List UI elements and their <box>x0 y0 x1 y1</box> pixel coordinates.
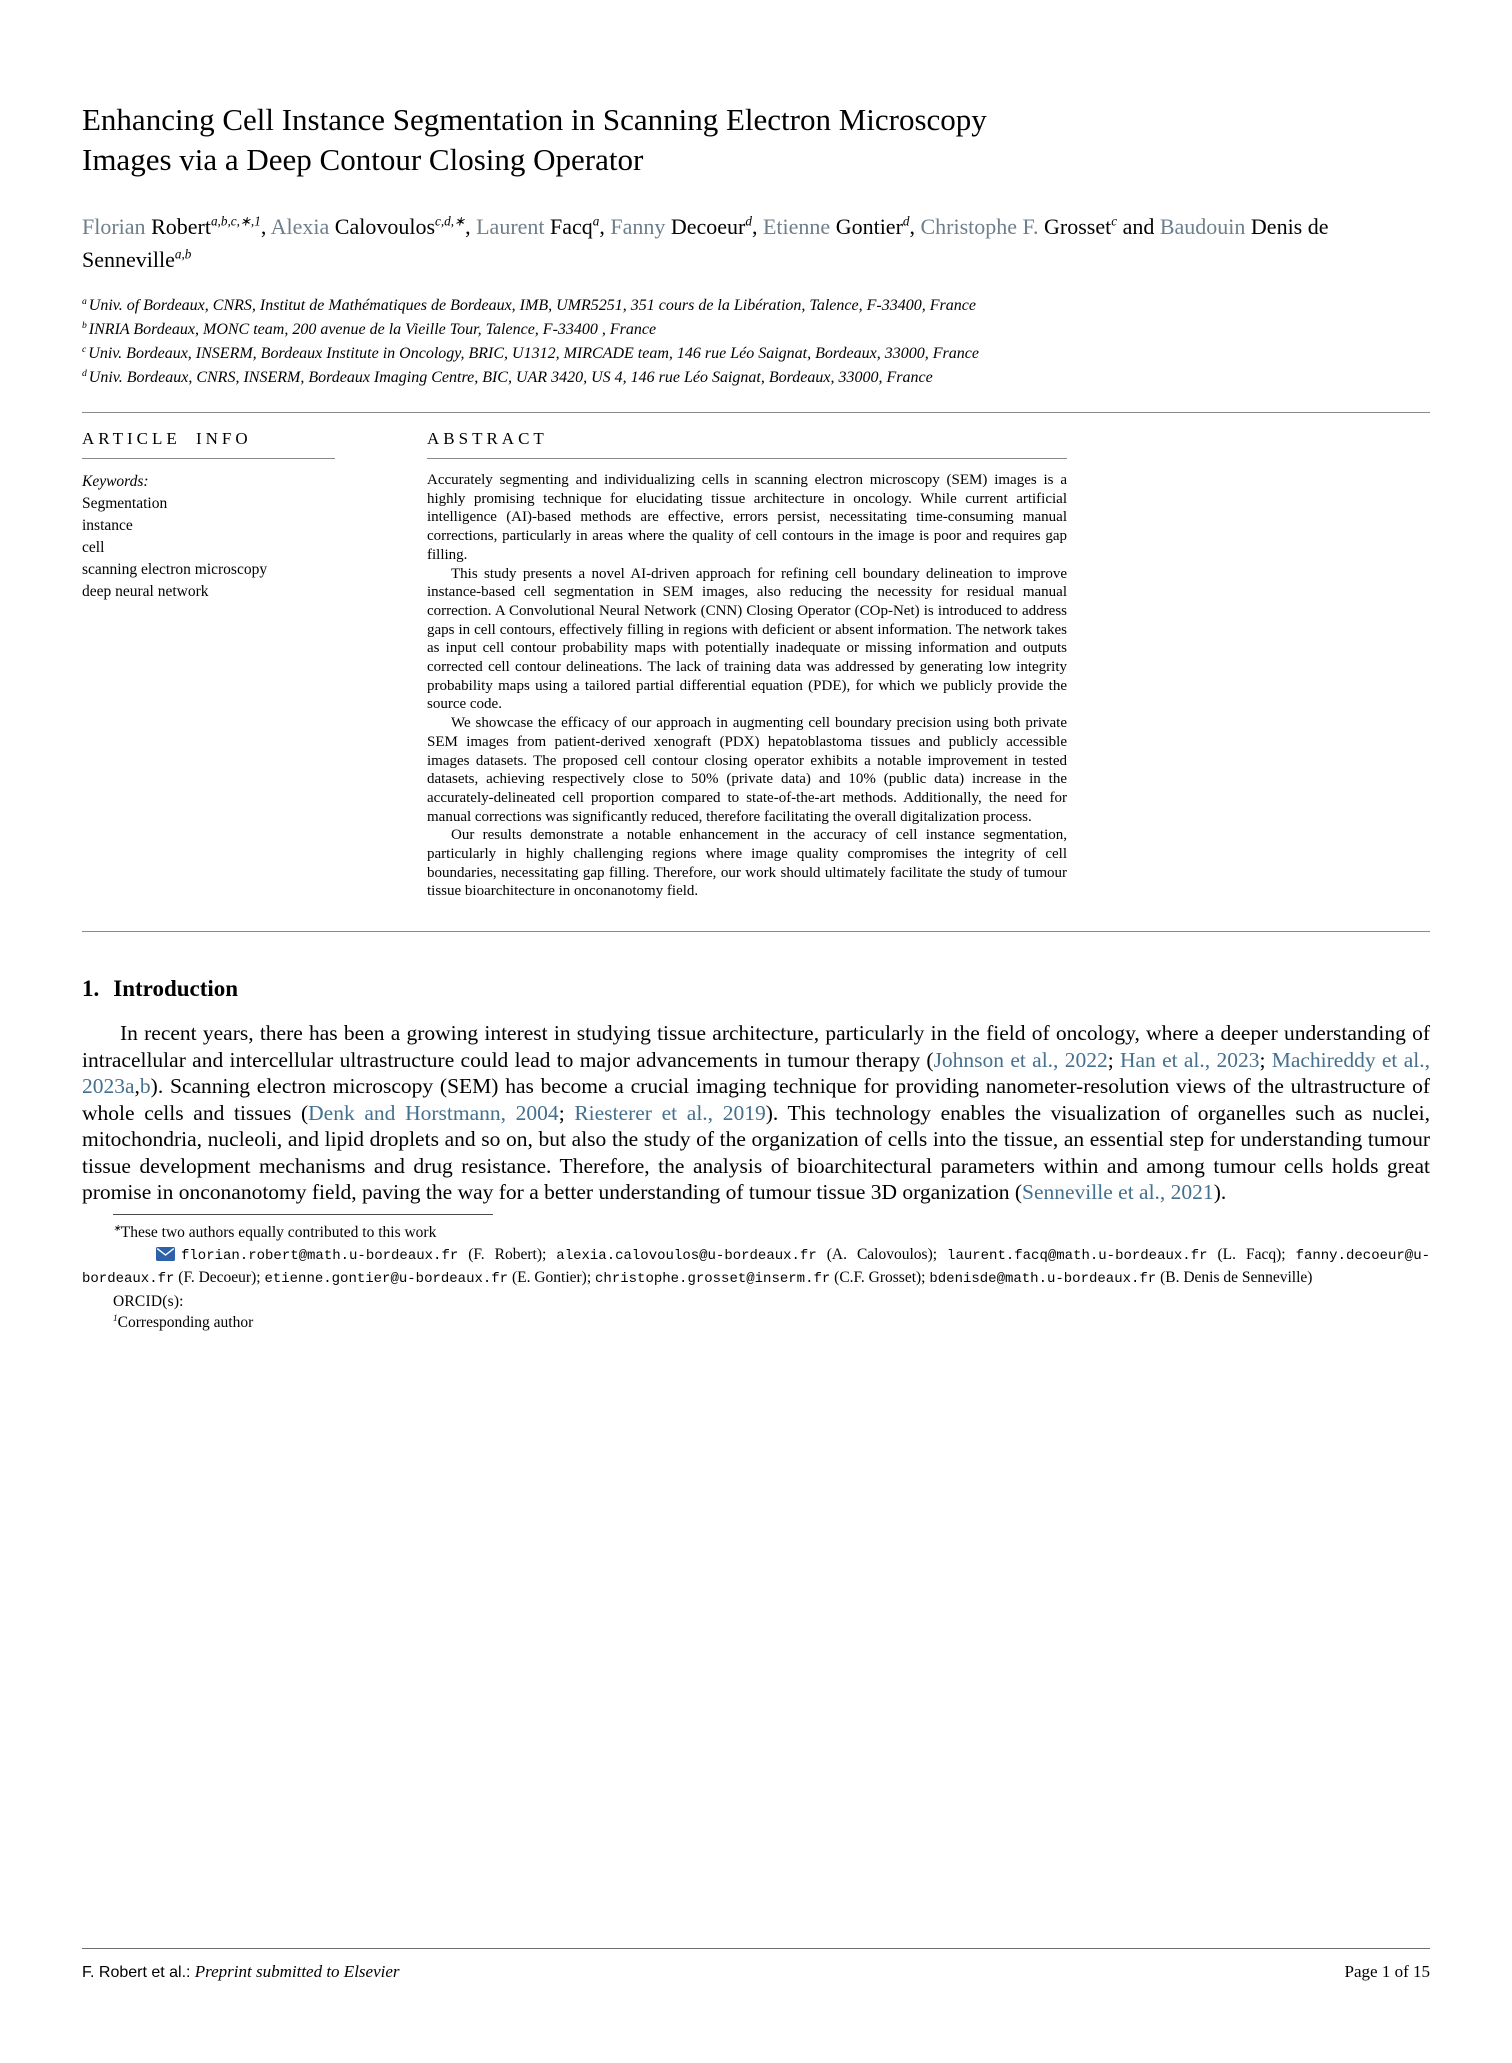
footnote-divider <box>113 1214 493 1215</box>
text-run: (L. Facq); <box>1207 1245 1296 1263</box>
section-heading <box>82 976 1430 1002</box>
article-info-heading: ARTICLE INFO <box>82 429 252 448</box>
author-given-name: Alexia <box>270 214 335 239</box>
email-link[interactable]: etienne.gontier@u-bordeaux.fr <box>264 1270 509 1287</box>
author-given-name: Fanny <box>610 214 671 239</box>
affiliation-text: Univ. of Bordeaux, CNRS, Institut de Mathématiques de Bordeaux, IMB, UMR5251, 351 cours de la Libération, Talence, F-33400, France <box>88 297 976 314</box>
abstract-paragraph: We showcase the efficacy of our approach in augmenting cell boundary precision using both private SEM images from patient-derived xenograft (PDX) hepatoblastoma tissues and publicly accessible images datasets. The proposed cell contour closing operator exhibits a notable improvement in tested datasets, achieving respectively close to 50% (private data) and 10% (public data) increase in the accurately-delineated cell proportion compared to state-of-the-art methods. Additionally, the need for manual corrections was significantly reduced, therefore facilitating the overall digitalization process. <box>427 715 1067 825</box>
affiliation-text: INRIA Bordeaux, MONC team, 200 avenue de la Vieille Tour, Talence, F-33400 , France <box>88 321 657 338</box>
footnote-marker: ∗ <box>113 1223 121 1234</box>
author-given-name: Baudouin <box>1159 214 1251 239</box>
text-run: (A. Calovoulos); <box>816 1245 948 1263</box>
citation-link[interactable]: Denk and Horstmann, 2004 <box>308 1100 559 1125</box>
citation-link[interactable]: Riesterer et al., 2019 <box>574 1100 766 1125</box>
keyword-item: Segmentation <box>82 495 168 512</box>
email-link[interactable]: florian.robert@math.u-bordeaux.fr <box>181 1247 459 1264</box>
text-run: , <box>134 1074 140 1099</box>
email-link[interactable]: laurent.facq@math.u-bordeaux.fr <box>947 1247 1208 1264</box>
email-icon <box>119 1246 175 1267</box>
abstract-rule <box>427 458 1067 459</box>
author-separator: , <box>909 214 921 239</box>
text-run: In recent years, there has been a growing interest in studying tissue architecture, particularly in the field of oncology, where a deeper understanding of intracellular and intercellular ultrastructure could lead to major advancements in tumour therapy ( <box>82 1021 1430 1072</box>
text-run: (C.F. Grosset); <box>830 1268 930 1286</box>
citation-link[interactable]: Machireddy et al., 2023a <box>82 1047 1430 1099</box>
citation-link[interactable]: Johnson et al., 2022 <box>933 1047 1108 1072</box>
author-affiliation-marks: a,b <box>174 246 192 262</box>
abstract-heading: ABSTRACT <box>427 429 548 448</box>
author-separator: , <box>465 214 477 239</box>
equal-contribution-text: These two authors equally contributed to this work <box>120 1223 437 1241</box>
author-family-name: Grosset <box>1044 214 1112 239</box>
author-separator: , <box>599 214 611 239</box>
abstract-column <box>427 413 1067 901</box>
info-abstract-section <box>82 413 1430 901</box>
text-run: ; <box>558 1100 575 1125</box>
author-separator: , <box>260 214 271 239</box>
keyword-item: scanning electron microscopy <box>82 561 268 578</box>
keyword-item: instance <box>82 517 133 534</box>
author-affiliation-marks: d <box>902 213 910 229</box>
affiliation <box>82 342 1430 366</box>
author-name <box>610 214 752 239</box>
author-given-name: Laurent <box>476 214 551 239</box>
affiliation-list <box>82 294 1430 390</box>
author-family-name: Denis de Senneville <box>82 214 1329 272</box>
footnote-marker: 1 <box>113 1313 118 1324</box>
author-affiliation-marks: c <box>1111 213 1118 229</box>
author-name <box>476 214 599 239</box>
article-info-rule <box>82 458 335 459</box>
section-title: Introduction <box>113 976 239 1002</box>
author-family-name: Facq <box>550 214 593 239</box>
affiliation-text: Univ. Bordeaux, CNRS, INSERM, Bordeaux Imaging Centre, BIC, UAR 3420, US 4, 146 rue Léo Saignat, Bordeaux, 33000, France <box>88 369 933 386</box>
corresponding-author-note <box>82 1312 1430 1333</box>
affiliation <box>82 366 1430 390</box>
author-affiliation-marks: c,d,∗ <box>435 213 466 229</box>
affiliation <box>82 318 1430 342</box>
affiliation-text: Univ. Bordeaux, INSERM, Bordeaux Institute in Oncology, BRIC, U1312, MIRCADE team, 146 rue Léo Saignat, Bordeaux, 33000, France <box>88 345 979 362</box>
keywords-label: Keywords: <box>82 473 149 490</box>
author-separator: and <box>1117 214 1160 239</box>
abstract-body <box>427 471 1067 901</box>
affiliation-mark: b <box>82 319 87 331</box>
author-family-name: Robert <box>151 214 211 239</box>
text-run: ). This technology enables the visualization of organelles such as nuclei, mitochondria, nucleoli, and lipid droplets and so on, but also the study of the organization of cells into the tissue, an essential step for understanding tumour tissue development mechanisms and drug resistance. Therefore, the analysis of bioarchitectural parameters within and among tumour cells holds great promise in onconanotomy field, paving the way for a better understanding of tumour tissue 3D organization ( <box>82 1100 1430 1205</box>
footer-running-head: F. Robert et al.: <box>82 1964 191 1981</box>
paper-title: Enhancing Cell Instance Segmentation in Scanning Electron Microscopy Images via a Deep Contour Closing Operator <box>82 102 987 177</box>
author-list <box>82 210 1430 276</box>
text-run: ; <box>1259 1047 1272 1072</box>
abstract-paragraph: Our results demonstrate a notable enhancement in the accuracy of cell instance segmentation, particularly in highly challenging regions where image quality compromises the integrity of cell boundaries, necessitating gap filling. Therefore, our work should ultimately facilitate the study of tumour tissue bioarchitecture in onconanotomy field. <box>427 827 1067 900</box>
footnotes-block <box>82 1214 1430 1333</box>
section-number: 1. <box>82 976 100 1002</box>
footer-preprint-note: Preprint submitted to Elsevier <box>194 1962 400 1981</box>
equal-contribution-note <box>82 1222 1430 1243</box>
author-family-name: Calovoulos <box>334 214 436 239</box>
text-run: (B. Denis de Senneville) <box>1156 1268 1313 1286</box>
affiliation-mark: a <box>82 295 87 307</box>
email-link[interactable]: bdenisde@math.u-bordeaux.fr <box>929 1270 1157 1287</box>
email-link[interactable]: christophe.grosset@inserm.fr <box>595 1270 831 1287</box>
affiliation <box>82 294 1430 318</box>
orcid-label: ORCID(s): <box>113 1292 184 1310</box>
abstract-bottom-divider <box>82 931 1430 932</box>
affiliation-mark: d <box>82 367 87 379</box>
email-link[interactable]: fanny.decoeur@u-bordeaux.fr <box>82 1247 1430 1287</box>
article-info-column <box>82 413 335 603</box>
email-footnote <box>82 1244 1430 1290</box>
author-name <box>920 214 1117 239</box>
text-run: ; <box>1107 1047 1120 1072</box>
author-given-name: Florian <box>82 214 152 239</box>
keyword-item: deep neural network <box>82 583 209 600</box>
text-run: (F. Decoeur); <box>174 1268 265 1286</box>
keywords-list <box>82 493 335 603</box>
author-given-name: Christophe F. <box>920 214 1045 239</box>
author-name <box>271 214 465 239</box>
author-given-name: Etienne <box>762 214 836 239</box>
citation-link[interactable]: b <box>139 1074 151 1099</box>
author-name <box>82 214 261 239</box>
author-name <box>763 214 910 239</box>
text-run: ). Scanning electron microscopy (SEM) has become a crucial imaging technique for providing nanometer-resolution views of the ultrastructure of whole cells and tissues ( <box>82 1074 1430 1125</box>
email-link[interactable]: alexia.calovoulos@u-bordeaux.fr <box>556 1247 817 1264</box>
author-family-name: Gontier <box>835 214 903 239</box>
intro-paragraph <box>82 1020 1430 1206</box>
citation-link[interactable]: Senneville et al., 2021 <box>1022 1180 1214 1205</box>
citation-link[interactable]: Han et al., 2023 <box>1119 1047 1260 1072</box>
author-affiliation-marks: d <box>745 213 752 229</box>
author-separator: , <box>751 214 763 239</box>
page-footer <box>82 1948 1430 1982</box>
footer-page-number: Page 1 of 15 <box>1344 1962 1430 1981</box>
corresponding-author-text: Corresponding author <box>117 1313 254 1331</box>
author-affiliation-marks: a,b,c,∗,1 <box>210 213 261 229</box>
footer-left <box>82 1962 400 1982</box>
abstract-paragraph: Accurately segmenting and individualizing cells in scanning electron microscopy (SEM) images is a highly promising technique for elucidating tissue architecture in oncology. While current artificial intelligence (AI)-based methods are effective, errors persist, necessitating time-consuming manual corrections, particularly in areas where the quality of cell contours in the image is poor and requires gap filling. <box>427 472 1067 563</box>
author-family-name: Decoeur <box>670 214 746 239</box>
text-run: (E. Gontier); <box>508 1268 596 1286</box>
author-affiliation-marks: a <box>592 213 600 229</box>
abstract-paragraph: This study presents a novel AI-driven approach for refining cell boundary delineation to improve instance-based cell segmentation in SEM images, also reducing the necessity for residual manual correction. A Convolutional Neural Network (CNN) Closing Operator (COp-Net) is introduced to address gaps in cell contours, effectively filling in regions with deficient or absent information. The network takes as input cell contour probability maps with potentially inadequate or missing information and outputs corrected cell contour delineations. The lack of training data was addressed by generating low integrity probability maps using a tailored partial differential equation (PDE), for which we publicly provide the source code. <box>427 565 1067 713</box>
text-run: (F. Robert); <box>458 1245 557 1263</box>
text-run: ). <box>1213 1180 1227 1205</box>
keyword-item: cell <box>82 539 105 556</box>
keywords-block <box>82 471 335 603</box>
affiliation-mark: c <box>82 343 87 355</box>
